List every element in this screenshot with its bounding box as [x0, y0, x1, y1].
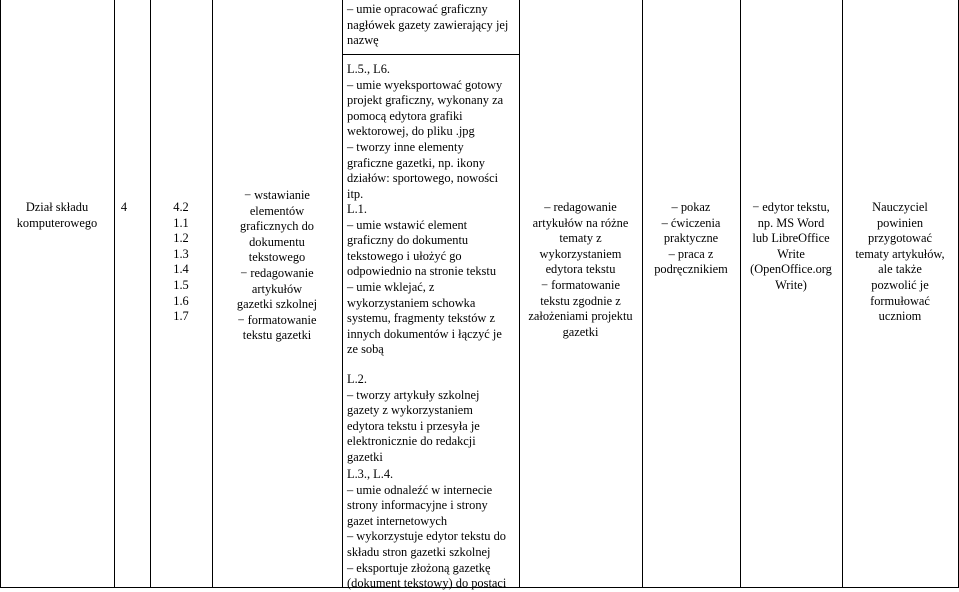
- text-line: – umie odnaleźć w internecie: [347, 482, 493, 497]
- text-line: itp.: [347, 186, 364, 201]
- text-line: − formatowanie: [237, 312, 317, 327]
- text-line: gazetki szkolnej: [236, 297, 318, 312]
- text-line: wektorowej, do pliku .jpg: [347, 124, 475, 139]
- text-line: komputerowego: [16, 215, 98, 230]
- text-line: praktyczne: [663, 231, 719, 246]
- text-line: Write): [775, 277, 807, 292]
- text-line: pomocą edytora grafiki: [347, 108, 463, 123]
- requirements-l5-l6: [347, 62, 517, 202]
- text-line: 1.7: [173, 309, 189, 324]
- text-line: strony informacyjne i strony: [347, 498, 488, 513]
- text-line: graficzny do dokumentu: [347, 233, 469, 248]
- student-activities-cell: [519, 200, 642, 340]
- section-name-cell: [0, 200, 114, 231]
- text-line: graficznych do: [240, 219, 314, 234]
- text-line: − redagowanie: [240, 265, 314, 280]
- text-line: 1.6: [173, 293, 189, 308]
- text-line: – umie opracować graficzny: [347, 2, 488, 16]
- text-line: dokumentu: [249, 234, 305, 249]
- text-line: projekt graficzny, wykonany za: [347, 93, 504, 108]
- text-line: ze sobą: [347, 342, 384, 357]
- text-line: tekstu zgodnie z: [540, 293, 621, 308]
- text-line: wykorzystaniem: [539, 246, 622, 261]
- text-line: − formatowanie: [541, 277, 620, 292]
- text-line: lub LibreOffice: [752, 231, 830, 246]
- text-line: tematy z: [559, 231, 602, 246]
- text-line: – ćwiczenia: [661, 215, 721, 230]
- requirements-l1: [347, 202, 517, 358]
- text-line: (dokument tekstowy) do postaci: [347, 576, 507, 591]
- text-line: – eksportuje złożoną gazetkę: [347, 560, 491, 575]
- table-border-left: [0, 0, 1, 588]
- column-divider: [342, 0, 343, 588]
- text-line: innych dokumentów i łączyć je: [347, 326, 502, 341]
- teacher-notes-cell: [842, 200, 958, 325]
- text-line: uczniom: [878, 309, 922, 324]
- text-line: edytora tekstu: [545, 262, 616, 277]
- text-line: odpowiednio na stronie tekstu: [347, 264, 497, 279]
- text-line: tekstowego i ułożyć go: [347, 248, 462, 263]
- text-line: założeniami projektu: [528, 309, 633, 324]
- text-line: nazwę: [347, 33, 379, 48]
- text-line: – umie wstawić element: [347, 217, 468, 232]
- text-line: 1.1: [173, 215, 189, 230]
- text-line: L.3., L.4.: [347, 467, 394, 481]
- hours-cell: 4: [120, 200, 128, 214]
- text-line: powinien: [876, 215, 924, 230]
- topics-cell: [212, 188, 342, 344]
- column-divider: [642, 0, 643, 588]
- text-line: składu stron gazetki szkolnej: [347, 544, 491, 559]
- text-line: − edytor tekstu,: [752, 200, 830, 214]
- text-line: artykułów na różne: [532, 215, 629, 230]
- text-line: gazetki: [347, 449, 383, 464]
- text-line: 1.4: [173, 262, 189, 277]
- text-line: pozwolić je: [871, 277, 929, 292]
- text-line: 1.3: [173, 246, 189, 261]
- text-line: artykułów: [251, 281, 303, 296]
- text-line: (OpenOffice.org: [750, 262, 832, 277]
- requirements-top-cell: [347, 2, 517, 49]
- methods-cell: [642, 200, 740, 278]
- text-line: 4.2: [173, 200, 189, 214]
- text-line: – umie wklejać, z: [347, 279, 435, 294]
- text-line: L.5., L6.: [347, 62, 391, 76]
- text-line: Write: [777, 246, 805, 261]
- text-line: formułować: [870, 293, 930, 308]
- text-line: – wykorzystuje edytor tekstu do: [347, 529, 506, 544]
- text-line: 1.5: [173, 277, 189, 292]
- text-line: systemu, fragmenty tekstów z: [347, 311, 495, 326]
- text-line: Dział składu: [25, 200, 89, 214]
- text-line: ale także: [878, 262, 922, 277]
- text-line: graficzne gazetki, np. ikony: [347, 155, 485, 170]
- text-line: – pokaz: [671, 200, 711, 214]
- requirements-l3-l4: [347, 467, 517, 592]
- column-divider: [740, 0, 741, 588]
- text-line: nagłówek gazety zawierający jej: [347, 17, 509, 32]
- text-line: – tworzy inne elementy: [347, 139, 464, 154]
- text-line: gazet internetowych: [347, 513, 448, 528]
- text-line: działów: sportowego, nowości: [347, 171, 499, 186]
- text-line: L.1.: [347, 202, 367, 216]
- requirements-l2: [347, 372, 517, 466]
- text-line: np. MS Word: [757, 215, 825, 230]
- text-line: elementów: [249, 203, 305, 218]
- text-line: tematy artykułów,: [855, 246, 945, 261]
- text-line: tekstu gazetki: [242, 328, 312, 343]
- text-line: – tworzy artykuły szkolnej: [347, 387, 480, 402]
- text-line: gazetki: [562, 324, 599, 339]
- text-line: – umie wyeksportować gotowy: [347, 77, 503, 92]
- text-line: Nauczyciel: [872, 200, 928, 214]
- text-line: wykorzystaniem schowka: [347, 295, 476, 310]
- column-divider: [114, 0, 115, 588]
- text-line: L.2.: [347, 372, 367, 386]
- tools-cell: [740, 200, 842, 294]
- text-line: podręcznikiem: [654, 262, 728, 277]
- text-line: edytora tekstu i przesyła je: [347, 418, 480, 433]
- text-line: tekstowego: [248, 250, 306, 265]
- text-line: − wstawianie: [244, 188, 310, 202]
- text-line: – praca z: [668, 246, 714, 261]
- text-line: przygotować: [868, 231, 932, 246]
- text-line: – redagowanie: [544, 200, 617, 214]
- text-line: gazety z wykorzystaniem: [347, 403, 473, 418]
- lesson-numbers-cell: [150, 200, 212, 325]
- text-line: 1.2: [173, 231, 189, 246]
- row-divider: [342, 54, 519, 55]
- text-line: elektronicznie do redakcji: [347, 434, 476, 449]
